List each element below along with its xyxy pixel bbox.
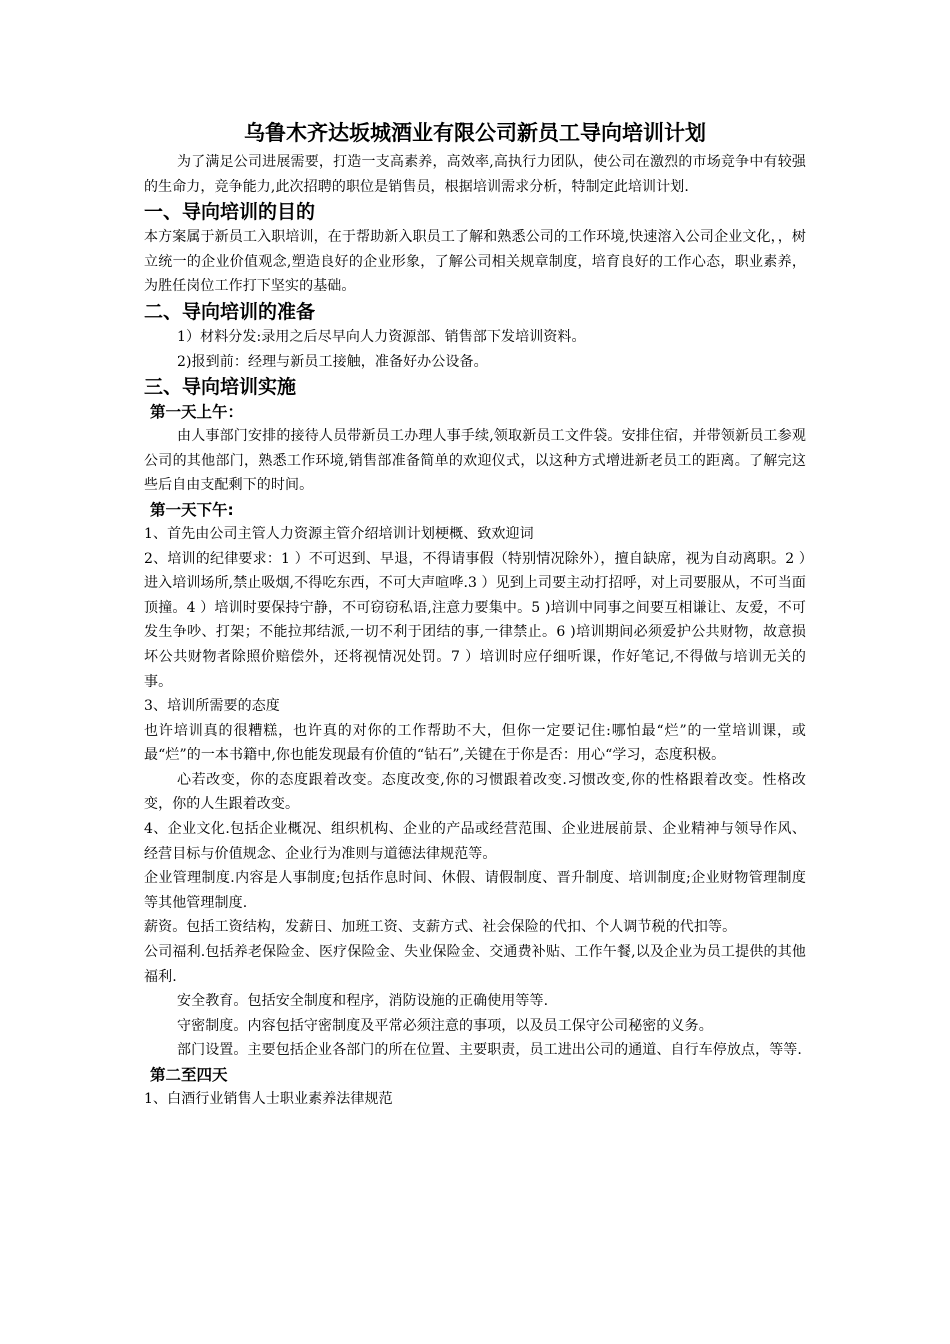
section-2-item-2: 2)报到前：经理与新员工接触，准备好办公设备。 (177, 353, 488, 370)
section-2-heading: 二、导向培训的准备 (144, 300, 316, 323)
day1-afternoon-p8: 薪资。包括工资结构，发薪日、加班工资、支薪方式、社会保险的代扣、个人调节税的代扣等。 (144, 919, 737, 936)
section-1-heading: 一、导向培训的目的 (144, 201, 316, 224)
section-2-item-1: 1）材料分发:录用之后尽早向人力资源部、销售部下发培训资料。 (177, 328, 586, 345)
day1-afternoon-p5: 心若改变，你的态度跟着改变。态度改变,你的习惯跟着改变.习惯改变,你的性格跟着改变。性格改变，你的人生跟着改变。 (144, 771, 806, 813)
day2-to-4-p1: 1、白酒行业销售人士职业素养法律规范 (144, 1091, 393, 1107)
day1-afternoon-p9: 公司福利.包括养老保险金、医疗保险金、失业保险金、交通费补贴、工作午餐,以及企业为员工提供的其他福利. (144, 944, 806, 985)
day1-afternoon-p4: 也许培训真的很糟糕，也许真的对你的工作帮助不大，但你一定要记住:哪怕最“烂”的一堂培训课，或最“烂”的一本书籍中,你也能发现最有价值的“钻石”,关键在于你是否：用心“学习，态度积极。 (144, 722, 806, 764)
day1-afternoon-p10: 安全教育。包括安全制度和程序，消防设施的正确使用等等. (177, 993, 549, 1010)
day1-afternoon-p7: 企业管理制度.内容是人事制度;包括作息时间、休假、请假制度、晋升制度、培训制度;企业财物管理制度等其他管理制度. (144, 870, 806, 911)
day1-morning-heading: 第一天上午： (150, 403, 244, 422)
day1-afternoon-p12: 部门设置。主要包括企业各部门的所在位置、主要职责，员工进出公司的通道、自行车停放点，等等. (177, 1042, 802, 1059)
document-title: 乌鲁木齐达坂城酒业有限公司新员工导向培训计划 (244, 121, 706, 145)
document-page (144, 118, 806, 1112)
day1-morning-body: 由人事部门安排的接待人员带新员工办理人事手续,领取新员工文件袋。安排住宿，并带领新员工参观公司的其他部门，熟悉工作环境,销售部准备简单的欢迎仪式，以这种方式增进新老员工的距离。了解完这些后自由支配剩下的时间。 (144, 428, 806, 494)
section-1-body: 本方案属于新员工入职培训，在于帮助新入职员工了解和熟悉公司的工作环境,快速溶入公司企业文化，，树立统一的企业价值观念,塑造良好的企业形象，了解公司相关规章制度，培育良好的工作心态，职业素养，为胜任岗位工作打下坚实的基础。 (144, 229, 806, 295)
day2-to-4-heading: 第二至四天 (150, 1066, 228, 1084)
day1-afternoon-p3: 3、培训所需要的态度 (144, 698, 280, 715)
intro-paragraph: 为了满足公司进展需要，打造一支高素养，高效率,高执行力团队，使公司在激烈的市场竞争中有较强的生命力，竞争能力,此次招聘的职位是销售员，根据培训需求分析，特制定此培训计划. (144, 154, 806, 195)
day1-afternoon-p2: 2、培训的纪律要求：1 ）不可迟到、早退，不得请事假（特别情况除外），擅自缺席，视为自动离职。2 ）进入培训场所,禁止吸烟,不得吃东西，不可大声喧哗.3 ）见到上司要主动打招呼，对上司要服从，不可当面顶撞。4 ）培训时要保持宁静，不可窃窃私语,注意力要集中。5 )培训中同事之间要互相谦让、友爱，不可发生争吵、打架；不能拉邦结派,一切不利于团结的事,一律禁止。6 )培训期间必须爱护公共财物，故意损坏公共财物者除照价赔偿外，还将视情况处罚。7 ）培训时应仔细听课，作好笔记,不得做与培训无关的事。 (144, 550, 806, 690)
day1-afternoon-p1: 1、首先由公司主管人力资源主管介绍培训计划梗概、致欢迎词 (144, 525, 534, 542)
day1-afternoon-heading: 第一天下午: (150, 500, 234, 519)
day1-afternoon-p6: 4、企业文化.包括企业概况、组织机构、企业的产品或经营范围、企业进展前景、企业精神与领导作风、经营目标与价值规念、企业行为准则与道德法律规范等。 (144, 821, 806, 862)
section-3-heading: 三、导向培训实施 (144, 376, 297, 399)
day1-afternoon-p11: 守密制度。内容包括守密制度及平常必须注意的事项，以及员工保守公司秘密的义务。 (177, 1017, 713, 1034)
